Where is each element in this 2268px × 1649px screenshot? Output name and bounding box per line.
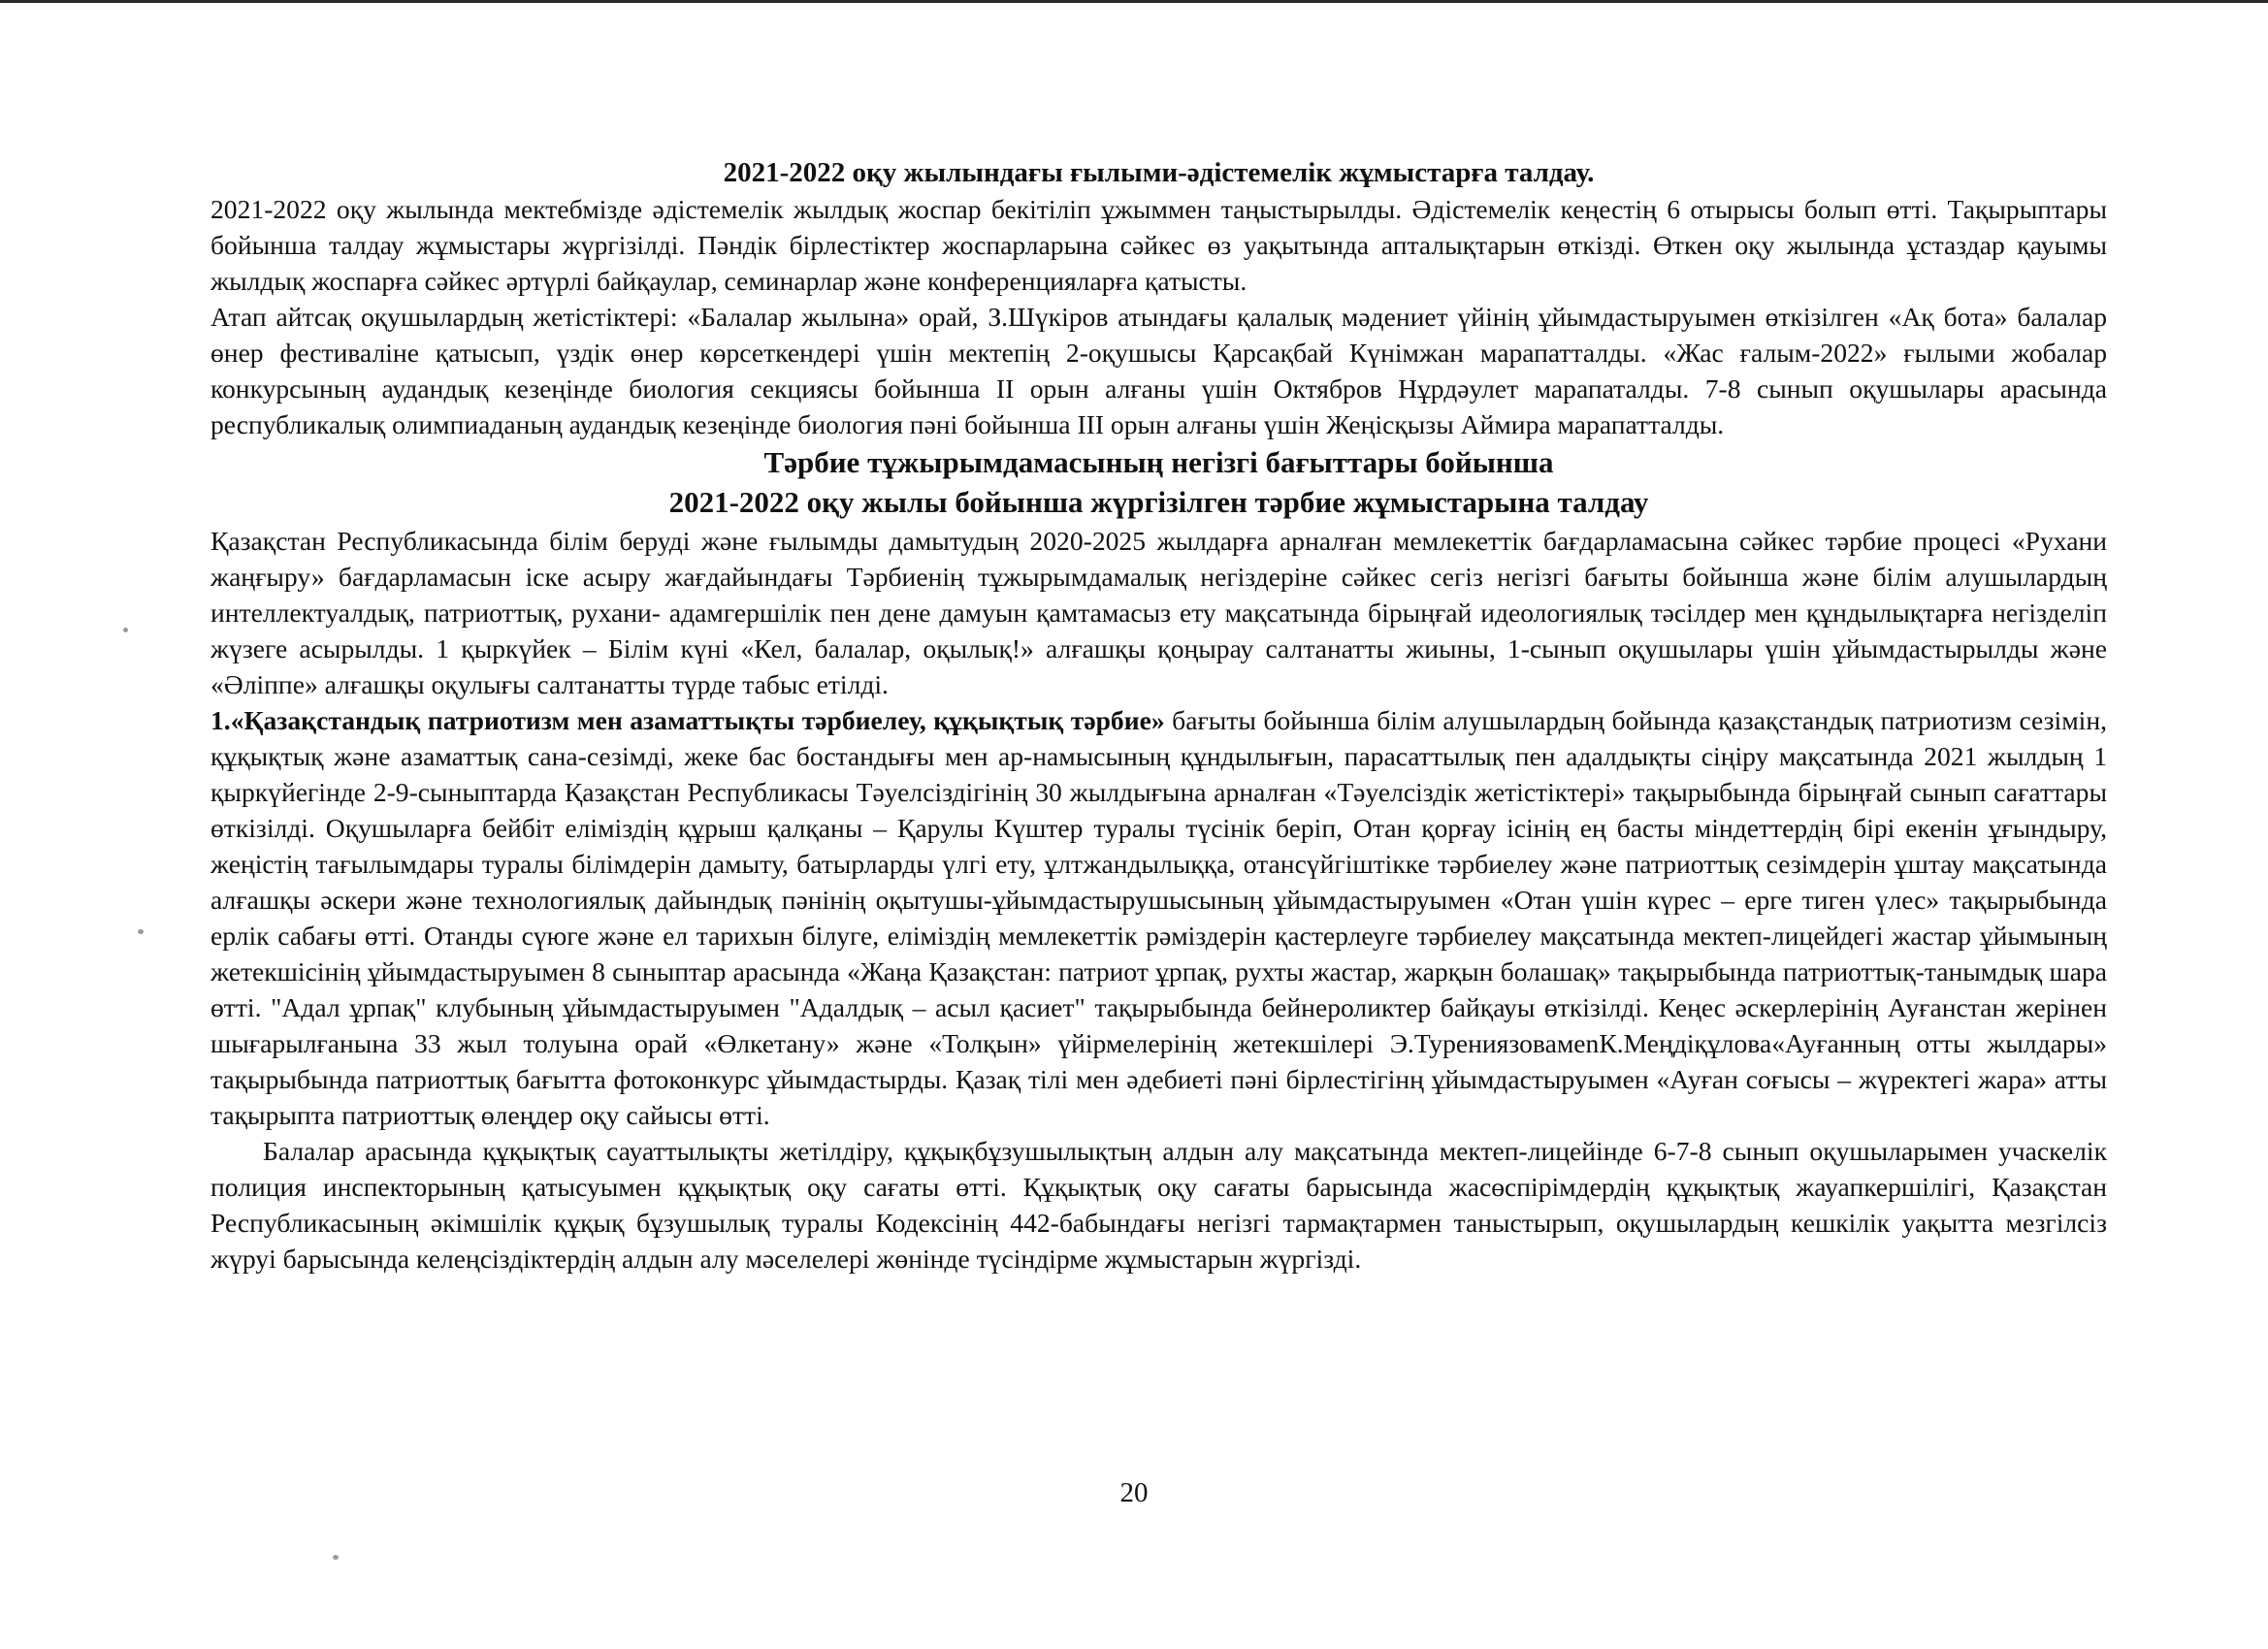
- document-page: [211, 155, 2107, 1277]
- legal-literacy-paragraph: Балалар арасында құқықтық сауаттылықты жетілдіру, құқықбұзушылықтың алдын алу мақсатында мектеп-лицейінде 6-7-8 сынып оқушыларымен учаскелік полиция инспекторының қатысуымен құқықтық оқу сағаты өтті. Құқықтық оқу сағаты барысында жасөспірімдердің құқықтық жауапкершілігі, Қазақстан Республикасының әкімшілік құқық бұзушылық туралы Кодексінің 442-бабындағы негізгі тармақтармен таныстырып, оқушылардың кешкілік уақытта мезгілсіз жүруі барысында келеңсіздіктердің алдын алу мәселелері жөнінде түсіндірме жұмыстарын жүргізді.: [211, 1136, 2107, 1274]
- section2-intro: Қазақстан Республикасында білім беруді және ғылымды дамытудың 2020-2025 жылдарға арналған мемлекеттік бағдарламасына сәйкес тәрбие процесі «Рухани жаңғыру» бағдарламасын іске асыру жағдайындағы Тәрбиенің тұжырымдамалық негіздеріне сәйкес сегіз негізгі бағыты бойынша және білім алушылардың интеллектуалдық, патриоттық, рухани- адамгершілік пен дене дамуын қамтамасыз ету мақсатында бірыңғай идеологиялық тәсілдер мен құндылықтарға негізделіп жүзеге асырылды. 1 қыркүйек – Білім күні «Кел, балалар, оқылық!» алғашқы қоңырау салтанатты жиыны, 1-сынып оқушылары үшін ұйымдастырылды және «Әліппе» алғашқы оқулығы салтанатты түрде табыс етілді.: [211, 526, 2107, 699]
- scan-speck: [123, 628, 128, 632]
- section1-title: 2021-2022 оқу жылындағы ғылыми-әдістемелік жұмыстарға талдау.: [723, 157, 1595, 188]
- scan-speck: [333, 1555, 339, 1560]
- section1-paragraph-1: 2021-2022 оқу жылында мектебмізде әдістемелік жылдық жоспар бекітіліп ұжыммен таңыстырылды. Әдістемелік кеңестің 6 отырысы болып өтті. Тақырыптары бойынша талдау жұмыстары жүргізілді. Пәндік бірлестіктер жоспарларына сәйкес өз уақытында апталықтарын өткізді. Өткен оқу жылында ұстаздар қауымы жылдық жоспарға сәйкес әртүрлі байқаулар, семинарлар және конференцияларға қатысты.: [211, 194, 2107, 296]
- direction1-heading: 1.«Қазақстандық патриотизм мен азаматтықты тәрбиелеу, құқықтық тәрбие»: [211, 705, 1165, 735]
- direction1-paragraph: [211, 702, 2107, 1133]
- section2-title-line2: 2021-2022 оқу жылы бойынша жүргізілген тәрбие жұмыстарына талдау: [668, 485, 1649, 519]
- section2-title-line1: Тәрбие тұжырымдамасының негізгі бағыттары бойынша: [763, 445, 1554, 479]
- direction1-text: бағыты бойынша білім алушылардың бойында қазақстандық патриотизм сезімін, құқықтық және азаматтық сана-сезімді, жеке бас бостандығы мен ар-намысының құндылығын, парасаттылық пен адалдықты сіңіру мақсатында 2021 жылдың 1 қыркүйегінде 2-9-сыныптарда Қазақстан Республикасы Тәуелсіздігінің 30 жылдығына арналған «Тәуелсіздік жетістіктері» тақырыбында бірыңғай сынып сағаттары өткізілді. Оқушыларға бейбіт еліміздің құрыш қалқаны – Қарулы Күштер туралы түсінік беріп, Отан қорғау ісінің ең басты міндеттердің бірі екенін ұғындыру, жеңістің тағылымдары туралы білімдерін дамыту, батырларды үлгі ету, ұлтжандылыққа, отансүйгіштікке тәрбиелеу және патриоттық сезімдерін ұштау мақсатында алғашқы әскери және технологиялық дайындық пәнінің оқытушы-ұйымдастырушысының ұйымдастыруымен «Отан үшін күрес – ерге тиген үлес» тақырыбында ерлік сабағы өтті. Отанды сүюге және ел тарихын білуге, еліміздің мемлекеттік рәміздерін қастерлеуге тәрбиелеу мақсатында мектеп-лицейдегі жастар ұйымының жетекшісінің ұйымдастыруымен 8 сыныптар арасында «Жаңа Қазақстан: патриот ұрпақ, рухты жастар, жарқын болашақ» тақырыбында патриоттық-танымдық шара өтті. "Адал ұрпақ" клубының ұйымдастыруымен "Адалдық – асыл қасиет" тақырыбында бейнероликтер байқауы өткізілді. Кеңес әскерлерінің Ауғанстан жерінен шығарылғанына 33 жыл толуына орай «Өлкетану» және «Толқын» үйірмелерінің жетекшілері Э.ТурениязовамenК.Меңдіқұлова«Ауғанның отты жылдары» тақырыбында патриоттық бағытта фотоконкурс ұйымдастырды. Қазақ тілі мен әдебиеті пәні бірлестігінң ұйымдастыруымен «Ауған соғысы – жүректегі жара» атты тақырыпта патриоттық өлеңдер оқу сайысы өтті.: [211, 705, 2107, 1130]
- scan-top-edge: [0, 0, 2268, 3]
- scan-speck: [138, 929, 144, 934]
- section1-paragraph-2: Атап айтсақ оқушылардың жетістіктері: «Балалар жылына» орай, З.Шүкіров атындағы қалалық мәдениет үйінің ұйымдастыруымен өткізілген «Ақ бота» балалар өнер фестиваліне қатысып, үздік өнер көрсеткендері үшін мектепің 2-оқушысы Қарсақбай Күнімжан марапатталды. «Жас ғалым-2022» ғылыми жобалар конкурсының аудандық кезеңінде биология секциясы бойынша II орын алғаны үшін Октябров Нұрдәулет марапаталды. 7-8 сынып оқушылары арасында республикалық олимпиаданың аудандық кезеңінде биология пәні бойынша III орын алғаны үшін Жеңісқызы Аймира марапатталды.: [211, 302, 2107, 439]
- page-number: 20: [1119, 1477, 1149, 1508]
